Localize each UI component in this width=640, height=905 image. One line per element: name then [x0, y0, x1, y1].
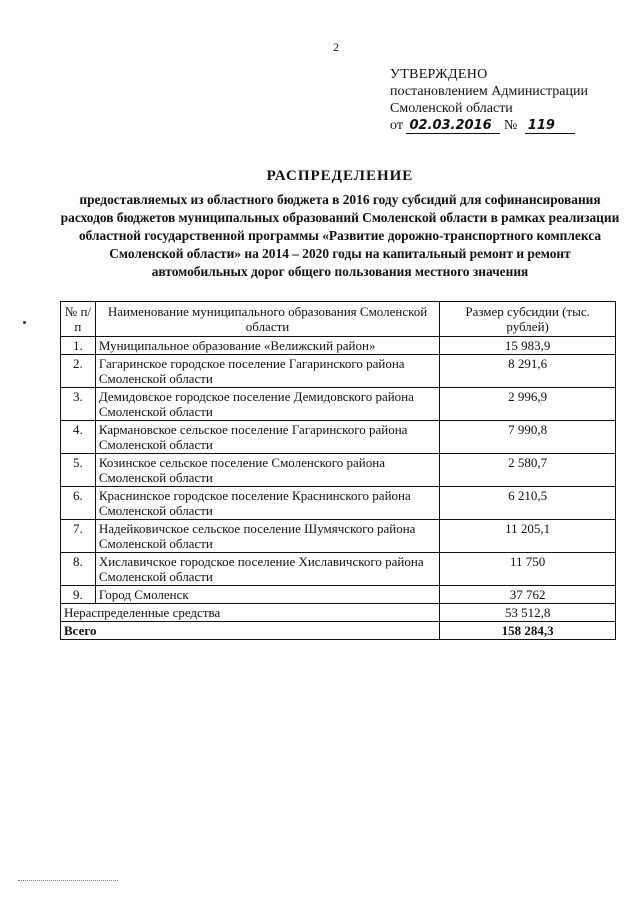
row-name: Кармановское сельское поселение Гагаринского района Смоленской области	[95, 421, 439, 454]
handwritten-number: 119	[525, 119, 575, 134]
row-num: 7.	[61, 520, 96, 553]
row-num: 8.	[61, 553, 96, 586]
table-row	[61, 520, 616, 553]
unallocated-amount: 53 512,8	[440, 604, 616, 622]
row-num: 2.	[61, 355, 96, 388]
handwritten-date: 02.03.2016	[406, 119, 500, 134]
row-num: 5.	[61, 454, 96, 487]
row-amount: 6 210,5	[440, 487, 616, 520]
table-header-row	[61, 302, 616, 337]
approval-stamp-block	[390, 66, 630, 134]
row-num: 9.	[61, 586, 96, 604]
row-amount: 15 983,9	[440, 337, 616, 355]
row-num: 6.	[61, 487, 96, 520]
header-num: № п/п	[61, 302, 96, 337]
table-row	[61, 586, 616, 604]
header-name: Наименование муниципального образования Смоленской области	[95, 302, 439, 337]
row-amount: 7 990,8	[440, 421, 616, 454]
row-name: Краснинское городское поселение Краснинского района Смоленской области	[95, 487, 439, 520]
row-amount: 2 580,7	[440, 454, 616, 487]
document-subtitle: предоставляемых из областного бюджета в 2016 году субсидий для софинансирования расходов бюджетов муниципальных образований Смоленской области в рамках реализации областной государственной программы «Развитие дорожно-транспортного комплекса Смоленской области» на 2014 – 2020 годы на капитальный ремонт и ремонт автомобильных дорог общего пользования местного значения	[60, 192, 620, 279]
number-prefix: №	[503, 118, 518, 133]
row-amount: 11 750	[440, 553, 616, 586]
approval-date-number-line	[390, 117, 630, 134]
total-amount: 158 284,3	[440, 622, 616, 640]
row-num: 4.	[61, 421, 96, 454]
date-prefix: от	[390, 118, 403, 133]
total-row	[61, 622, 616, 640]
document-title-block	[60, 168, 620, 281]
subsidy-table	[60, 301, 616, 640]
row-amount: 8 291,6	[440, 355, 616, 388]
approval-line-2: Смоленской области	[390, 101, 513, 116]
table-row	[61, 388, 616, 421]
approval-line-1: постановлением Администрации	[390, 84, 588, 99]
row-name: Хиславичское городское поселение Хиславичского района Смоленской области	[95, 553, 439, 586]
document-title: РАСПРЕДЕЛЕНИЕ	[266, 168, 414, 184]
row-name: Демидовское городское поселение Демидовского района Смоленской области	[95, 388, 439, 421]
row-name: Муниципальное образование «Велижский район»	[95, 337, 439, 355]
header-amount: Размер субсидии (тыс. рублей)	[440, 302, 616, 337]
page-number: 2	[333, 40, 339, 54]
table-row	[61, 487, 616, 520]
row-name: Город Смоленск	[95, 586, 439, 604]
unallocated-row	[61, 604, 616, 622]
row-amount: 2 996,9	[440, 388, 616, 421]
footer-rule	[18, 880, 118, 881]
table-row	[61, 337, 616, 355]
total-label: Всего	[61, 622, 440, 640]
table-row	[61, 454, 616, 487]
unallocated-label: Нераспределенные средства	[61, 604, 440, 622]
approved-label: УТВЕРЖДЕНО	[390, 67, 488, 82]
row-name: Надейковичское сельское поселение Шумячского района Смоленской области	[95, 520, 439, 553]
row-name: Козинское сельское поселение Смоленского района Смоленской области	[95, 454, 439, 487]
table-row	[61, 553, 616, 586]
table-row	[61, 421, 616, 454]
row-num: 1.	[61, 337, 96, 355]
margin-dot	[23, 321, 26, 324]
table-row	[61, 355, 616, 388]
row-amount: 37 762	[440, 586, 616, 604]
row-num: 3.	[61, 388, 96, 421]
row-amount: 11 205,1	[440, 520, 616, 553]
row-name: Гагаринское городское поселение Гагаринского района Смоленской области	[95, 355, 439, 388]
